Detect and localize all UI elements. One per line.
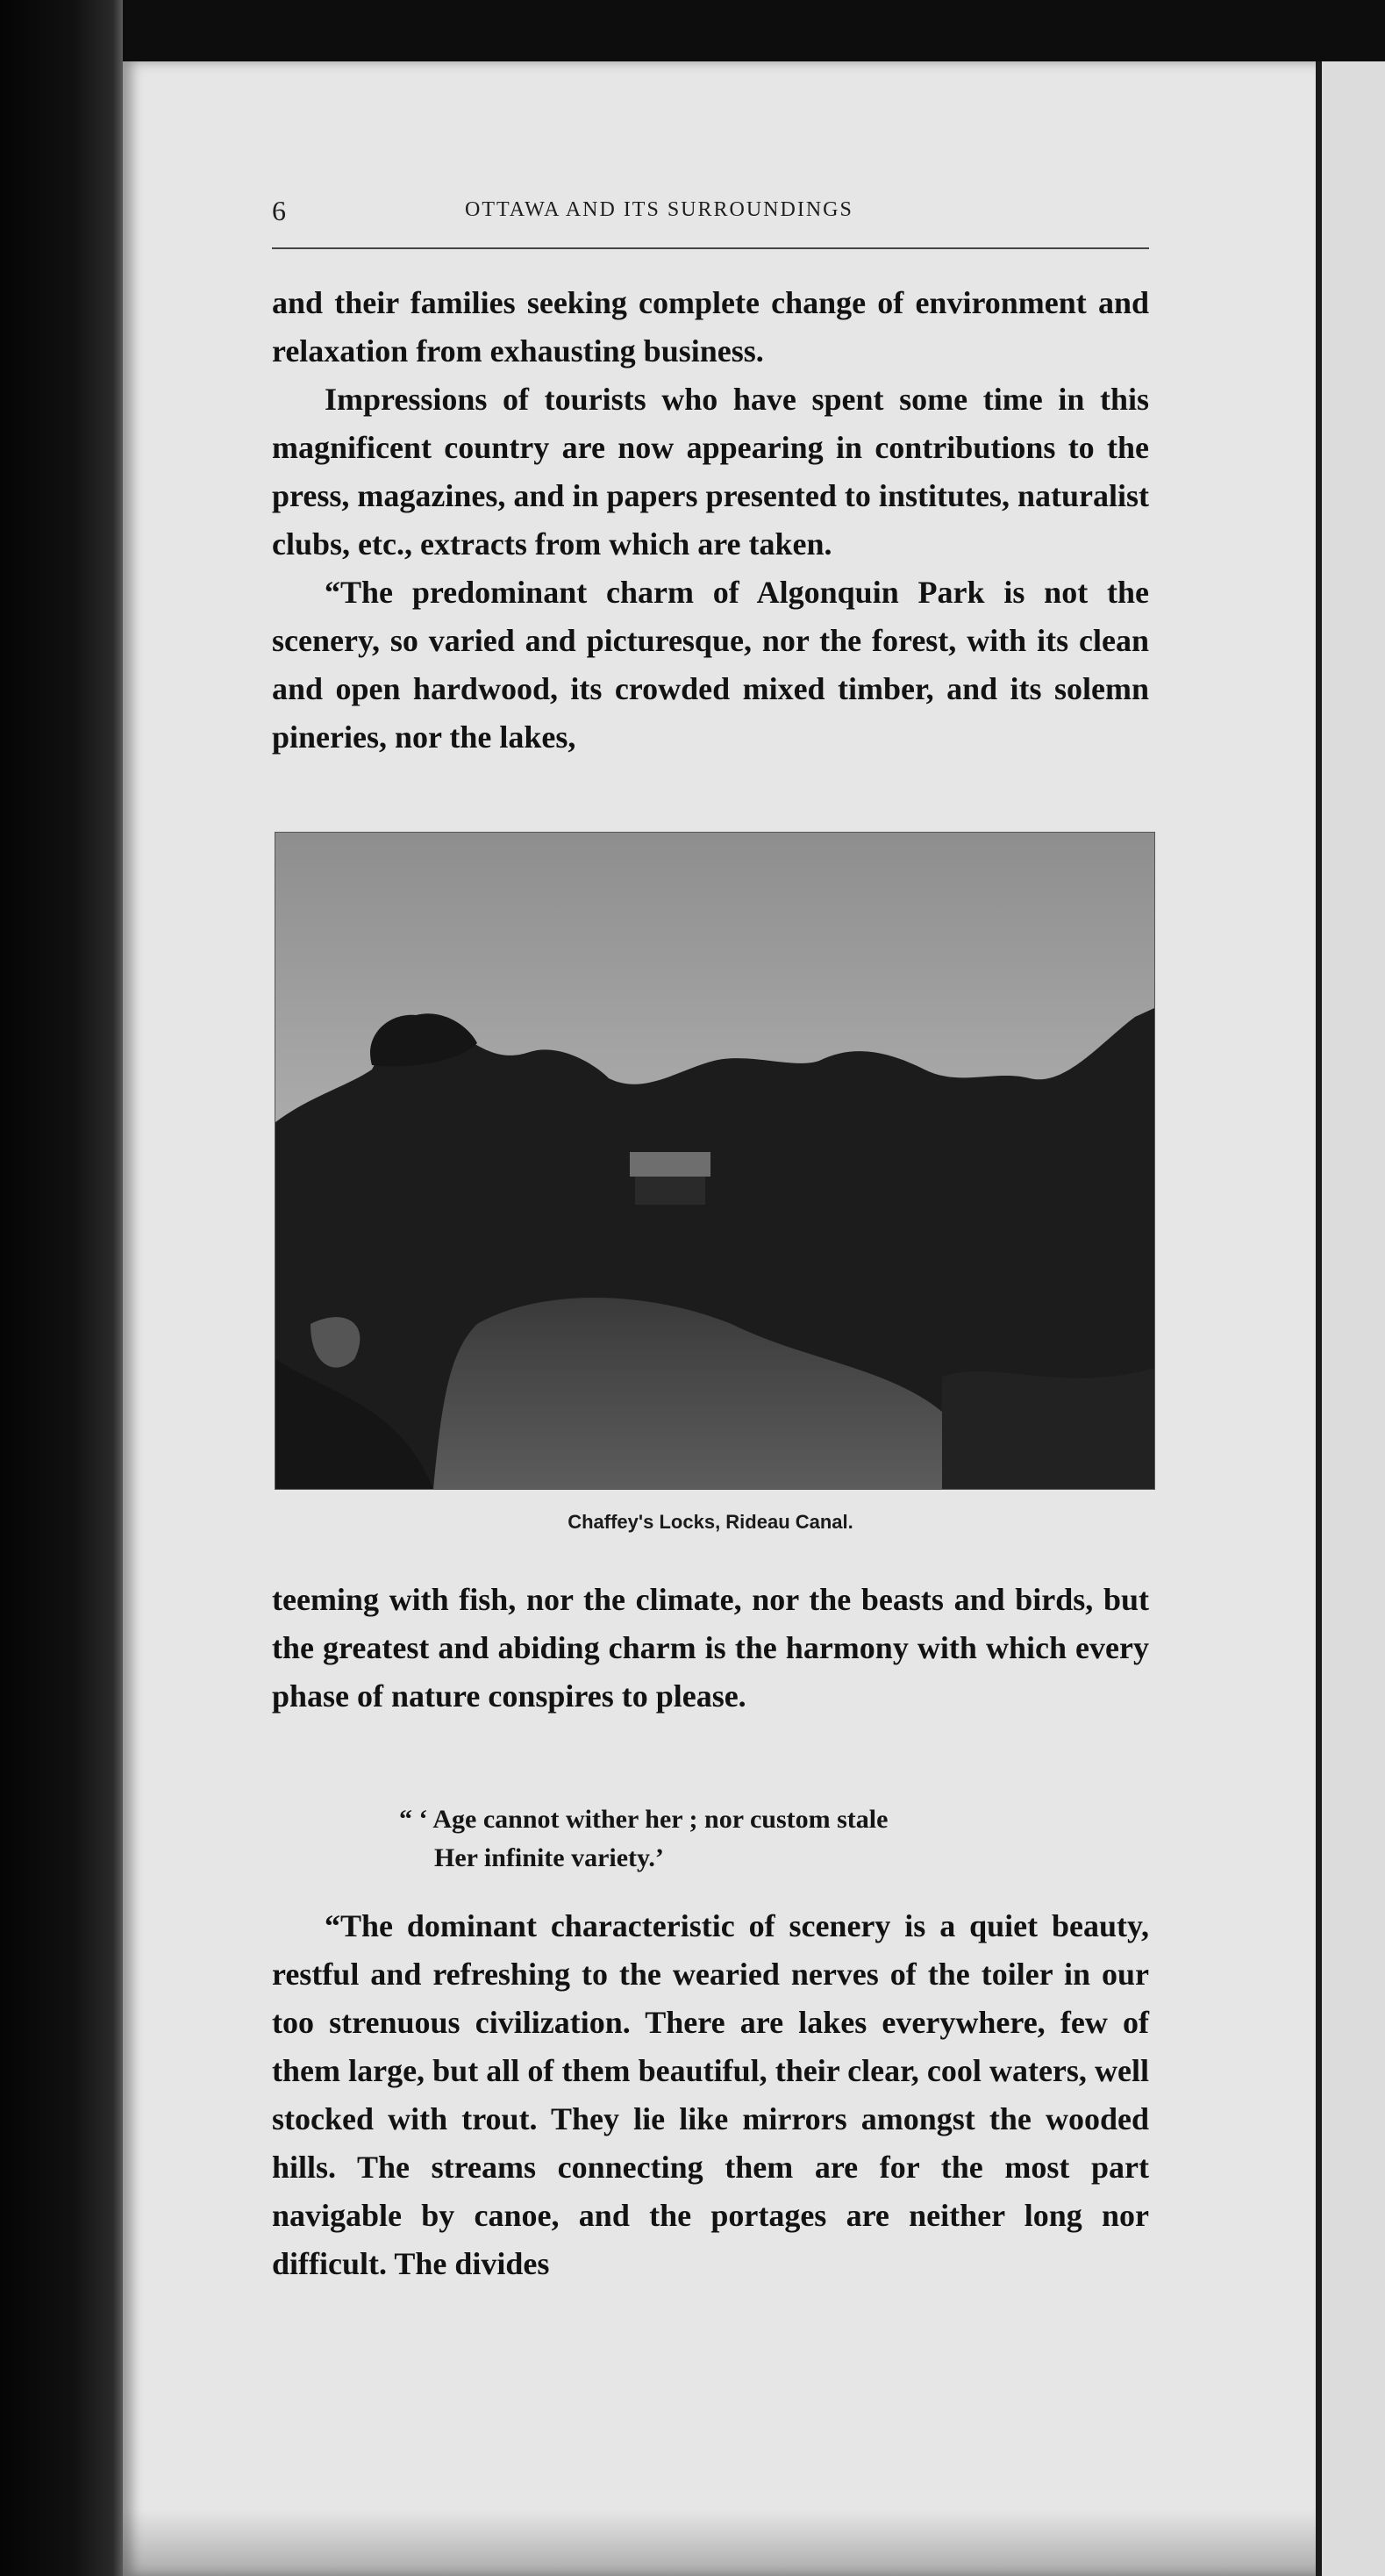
body-text-top bbox=[272, 279, 1149, 762]
verse-line-2: Her infinite variety.’ bbox=[434, 1843, 664, 1872]
running-title: OTTAWA AND ITS SURROUNDINGS bbox=[465, 198, 853, 221]
body-text-bottom bbox=[272, 1902, 1149, 2288]
paragraph-teeming: teeming with fish, nor the climate, nor the beasts and birds, but the greatest and abiding charm is the harmony with which every phase of nature conspires to please. bbox=[272, 1582, 1149, 1714]
paragraph-impressions: Impressions of tourists who have spent some time in this magnificent country are now appearing in contributions to the press, magazines, and in papers presented to institutes, naturalist clubs, etc., extracts from which are taken. bbox=[272, 382, 1149, 562]
page-edge-line bbox=[1316, 61, 1322, 2576]
paragraph-predominant-charm: “The predominant charm of Algonquin Park is not the scenery, so varied and picturesque, nor the forest, with its clean and open hardwood, its crowded mixed timber, and its solemn pineries, nor the lakes, bbox=[272, 575, 1149, 755]
photo-chaffeys-locks bbox=[275, 832, 1155, 1490]
running-head bbox=[272, 195, 1149, 233]
page-number: 6 bbox=[272, 195, 286, 226]
page-bottom-shadow bbox=[123, 2509, 1316, 2576]
photo-landscape-image bbox=[275, 833, 1154, 1489]
paragraph-continuation: and their families seeking complete change of environment and relaxation from exhausting business. bbox=[272, 285, 1149, 369]
body-text-middle bbox=[272, 1576, 1149, 1721]
scan-dark-margin bbox=[0, 0, 123, 2576]
header-rule bbox=[272, 247, 1149, 249]
photo-caption: Chaffey's Locks, Rideau Canal. bbox=[568, 1511, 853, 1533]
paragraph-dominant-characteristic: “The dominant characteristic of scenery is a quiet beauty, restful and refreshing to the wearied nerves of the toiler in our too strenuous civilization. There are lakes everywhere, few of them large, but all of them beautiful, their clear, cool waters, well stocked with trout. They lie like mirrors amongst the wooded hills. The streams connecting them are for the most part navigable by canoe, and the portages are neither long nor difficult. The divides bbox=[272, 1908, 1149, 2281]
next-page-strip bbox=[1322, 61, 1385, 2576]
verse-line-1: “ ‘ Age cannot wither her ; nor custom stale bbox=[399, 1805, 889, 1834]
verse-quotation bbox=[399, 1800, 1101, 1878]
